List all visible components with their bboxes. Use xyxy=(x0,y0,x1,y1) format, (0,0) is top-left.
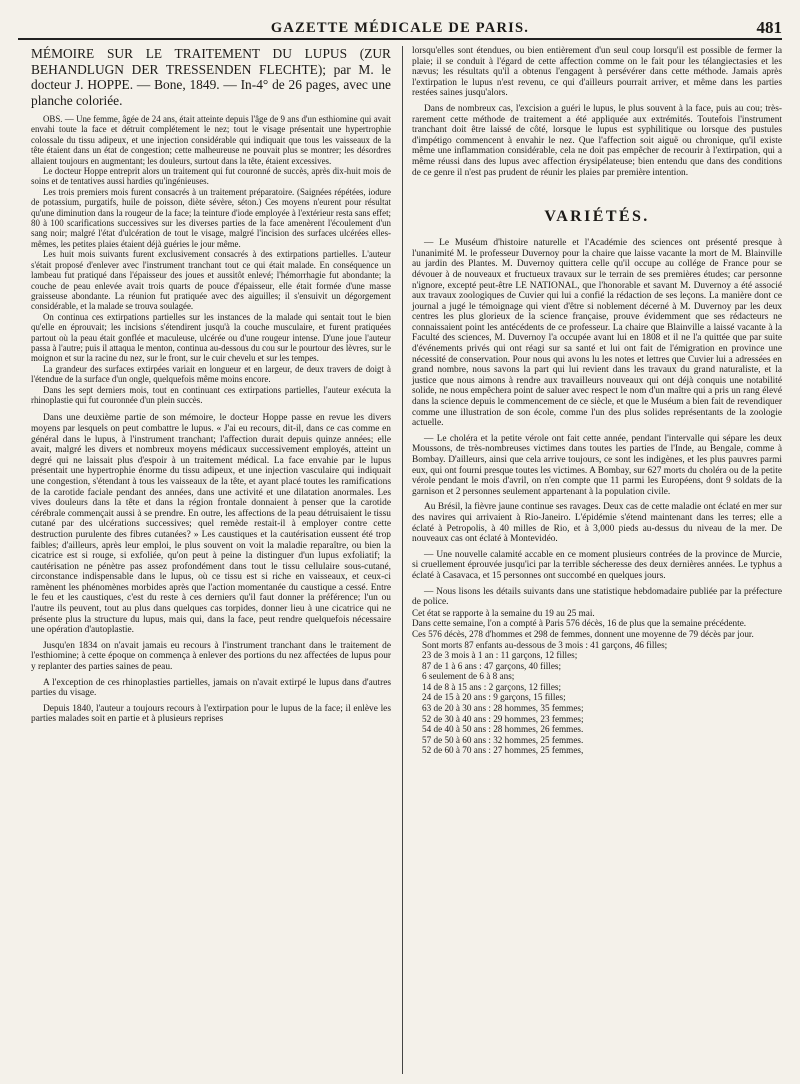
stats-row: 52 de 60 à 70 ans : 27 hommes, 25 femmes, xyxy=(422,745,584,756)
stats-row: 23 de 3 mois à 1 an : 11 garçons, 12 filles; xyxy=(422,650,578,661)
mortality-statistics xyxy=(412,608,782,756)
obs-paragraph: OBS. — Une femme, âgée de 24 ans, était atteinte depuis l'âge de 9 ans d'un esthiomine qui avait envahi toute la face et détruit complétement le nez; tout le visage présentait une hypertrophie colossale du tissu adipeux, et une injection considérable qui indiquait que tous les vaisseaux de la tête étaient dans un état de congestion; cette malheureuse ne pouvait plus se montrer; les désordres allaient toujours en augmentant; les douleurs, surtout dans la tête, étaient excessives. xyxy=(31,114,391,166)
masthead xyxy=(18,12,782,40)
obs-paragraph: La grandeur des surfaces extirpées variait en longueur et en largeur, de deux travers de doigt à l'étendue de la surface d'un ongle, quelquefois même moins encore. xyxy=(31,363,391,385)
stats-intro: Ces 576 décès, 278 d'hommes et 298 de femmes, donnent une moyenne de 79 décès par jour. xyxy=(412,628,754,639)
continuation-paragraph: lorsqu'elles sont étendues, ou bien entièrement d'un seul coup lorsqu'il est possible de fermer la plaie; il se conduit à l'égard de cette affection comme on le fait pour les télangiectasies et les nævus; les résultats qu'il a obtenus l'engagent à persévérer dans cette méthode. Jamais après l'extirpation le lupus n'est revenu, ce qui d'ailleurs pourrait arriver, et même dans les parties restées saines jusqu'alors. xyxy=(412,46,782,99)
stats-row: 63 de 20 à 30 ans : 28 hommes, 35 femmes; xyxy=(422,703,584,714)
news-paragraph: — Nous lisons les détails suivants dans une statistique hebdomadaire publiée par la préfecture de police. xyxy=(412,586,782,608)
obs-paragraph: Les trois premiers mois furent consacrés à un traitement préparatoire. (Saignées répétées, iodure de potassium, purgatifs, huile de poisson, diète sévère, séton.) Ces moyens n'eurent pour résultat qu'une diminution dans la rougeur de la face; la teinture d'iode employée à l'extérieur resta sans effet; 80 à 100 scarifications successives sur les diverses parties de la face amenèrent l'écoulement d'un sang noir; malgré l'état d'ulcération de tout le visage, malgré l'incision des surfaces ulcérées elles-mêmes, les petites plaies étaient déjà guéries le jour même. xyxy=(31,186,391,249)
news-paragraph: — Le Muséum d'histoire naturelle et l'Académie des sciences ont présenté presque à l'unanimité M. le professeur Duvernoy pour la chaire que laisse vacante la mort de M. Blainville au jardin des Plantes. M. Duvernoy quittera celle qu'il occupe au collége de France pour se dévouer à de nouveaux et fructueux travaux sur le terrain de ses premières études; car personne n'ignore, excepté peut-être LE NATIONAL, que l'honorable et savant M. Duvernoy a été associé aux travaux zoologiques de Cuvier qui lui a confié la rédaction de ses leçons. La manière dont ce journal a jugé le témoignage qui vient d'être si noblement décerné à M. Duvernoy par les deux centres les plus glorieux de la science française, prouve évidemment que ses rédacteurs ne connaissaient point les antécédents de ce professeur. La chaire que Blainville a laissé vacante à la Faculté des sciences, M. Duvernoy l'a occupée avant lui en 1808 et il ne l'a quittée que par suite d'événements privés qui ont réagi sur sa santé et lui ont fait de l'émigration en province une nécessité de conservation. Pour nous qui avons lu les notes et lettres que Cuvier lui a adressées en grand nombre, nous savons la part qui lui revient dans les travaux du grand naturaliste, et la justice que nous aimons à rendre aux travailleurs nouveaux qui ont déjà conquis une notabilité solide, ne nous empêchera point de saluer avec respect le nom d'un maître qui a pris un rang élevé dans la science depuis le commencement de ce siècle, et que le Muséum a bien fait de revendiquer comme une illustration de son école, comme l'un des plus solides représentants de la zoologie actuelle. xyxy=(412,238,782,429)
stats-row: 24 de 15 à 20 ans : 9 garçons, 15 filles; xyxy=(422,692,566,703)
section-title: VARIÉTÉS. xyxy=(544,208,650,226)
observation-block xyxy=(31,114,391,405)
right-column xyxy=(412,46,782,756)
body-paragraph: Depuis 1840, l'auteur a toujours recours à l'extirpation pour le lupus de la face; il enlève les parties malades soit en partie et à plusieurs reprises xyxy=(31,703,391,725)
body-paragraph: A l'exception de ces rhinoplasties partielles, jamais on n'avait extirpé le lupus dans d'autres parties du visage. xyxy=(31,677,391,699)
news-paragraph: — Une nouvelle calamité accable en ce moment plusieurs contrées de la province de Murcie, si cruellement éprouvée jusqu'ici par la terrible sécheresse des deux dernières années. Le typhus a éclaté à Casavaca, et 15 personnes ont succombé en quelques jours. xyxy=(412,549,782,581)
news-paragraph: — Le choléra et la petite vérole ont fait cette année, pendant l'intervalle qui sépare les deux Moussons, de très-nombreuses victimes dans toutes les parties de l'Inde, au Bengale, comme à Bombay. D'ailleurs, ainsi que cela arrive toujours, ce sont les indigènes, et les plus pauvres parmi eux, qui ont fourni presque toutes les victimes. A Bombay, sur 627 morts du choléra ou de la petite vérole pendant le mois d'avril, on n'en compte que 11 parmi les Européens, dont 9 soldats de la garnison et 2 personnes seulement appartenant à la population civile. xyxy=(412,433,782,497)
stats-intro: Dans cette semaine, l'on a compté à Paris 576 décès, 16 de plus que la semaine précédente. xyxy=(412,618,747,629)
stats-row: 57 de 50 à 60 ans : 32 hommes, 25 femmes. xyxy=(422,734,584,745)
stats-intro: Cet état se rapporte à la semaine du 19 au 25 mai. xyxy=(412,607,595,618)
continuation-paragraph: Dans de nombreux cas, l'excision a guéri le lupus, le plus souvent à la face, puis au cou; très-rarement cette méthode de traitement a été appliquée aux extrémités. Toutefois l'instrument tranchant doit être laissé de côté, lorsque le lupus est syphilitique ou lorsque des pustules d'impétigo commencent à envahir le nez. Que l'affection soit aiguë ou chronique, qu'il existe même une inflammation considérable, cela ne doit pas empêcher de recourir à l'extirpation, qui a même réussi dans des lupus avec affection érysipélateuse; bien entendu que dans des conditions de ce genre il n'est pas prudent de réunir les plaies par première intention. xyxy=(412,103,782,178)
header-rule xyxy=(18,38,782,40)
page-number: 481 xyxy=(756,18,782,37)
obs-paragraph: Dans les sept derniers mois, tout en continuant ces extirpations partielles, l'auteur exécuta la rhinoplastie qui fut couronnée d'un plein succès. xyxy=(31,384,391,405)
stats-row: 14 de 8 à 15 ans : 2 garçons, 12 filles; xyxy=(422,681,562,692)
column-divider xyxy=(402,46,403,1074)
stats-row: 6 seulement de 6 à 8 ans; xyxy=(422,671,515,682)
left-column xyxy=(31,46,391,725)
obs-paragraph: On continua ces extirpations partielles sur les instances de la malade qui sentait tout le bien qu'elle en éprouvait; les incisions s'étendirent jusqu'à la couche musculaire, et furent pratiquées partout où la peau était gonflée et maculeuse, ulcérée ou d'une rougeur intense. D'une joue l'auteur passa à l'autre; puis il attaqua le menton, continua au-dessous du cou sur le pourtour des lèvres, sur le moignon et sur la racine du nez, sur le front, sur le cuir chevelu et sur les tempes. xyxy=(31,311,391,364)
stats-row: 54 de 40 à 50 ans : 28 hommes, 26 femmes. xyxy=(422,724,584,735)
body-paragraph: Dans une deuxième partie de son mémoire, le docteur Hoppe passe en revue les divers moyens par lesquels on peut combattre le lupus. « J'ai eu recours, dit-il, dans ce cas comme en général dans le lupus, à l'instrument tranchant; l'affection durait depuis quinze années; elle avait, malgré les divers et nombreux moyens médicaux successivement employés, atteint un degré qui ne laissait plus d'espoir à un traitement médical. La face envahie par le lupus présentait une hypertrophie énorme du tissu adipeux, et une injection vasculaire qui indiquait une congestion, s'étendant à tous les vaisseaux de la tête, et ayant placé toutes les ramifications de la carotide faciale pendant des années, dans une activité et une dilatation anormales. Les vives douleurs dans la tête et dans la région frontale donnaient à penser que la carotide cérébrale commençait aussi à se prendre. En outre, les affections de la peau détruisaient le tissu cutané par des ulcérations successives; quel remède restait-il à employer contre cette destruction purulente des fibres cutanées? » Les caustiques et la cautérisation eussent été trop faibles; d'ailleurs, après leur emploi, le plus souvent on voit la maladie reparaître, ou bien la cicatrice est si rouge, si exfoliée, qu'on peut à peine la distinguer d'un lupus exfoliatif; la cautérisation ne pénètre pas assez profondément dans tout le tissu cellulaire sous-cutané, circonstance indispensable dans le lupus, où ce tissu est si riche en vaisseaux, et ceux-ci ramènent les phénomènes morbides après que l'action momentanée du caustique a cessé. Entre le feu et les caustiques, c'est du reste à ces derniers qu'il faut donner la préférence; l'un ou l'autre ils peuvent, tout au plus dans quelques cas torpides, donner lieu à une cicatrice qui ne présente plus la structure du lupus, mais qui, dans la face, peut rendre quelquefois nécessaire une opération d'autoplastie. xyxy=(31,413,391,636)
article-title: MÉMOIRE SUR LE TRAITEMENT DU LUPUS (ZUR BEHANDLUGN DER TRESSENDEN FLECHTE); par M. le docteur J. HOPPE. — Bone, 1849. — In-4° de 26 pages, avec une planche coloriée. xyxy=(31,46,391,108)
obs-paragraph: Le docteur Hoppe entreprit alors un traitement qui fut couronné de succès, après dix-huit mois de soins et de tentatives aussi hardies qu'ingénieuses. xyxy=(31,166,391,187)
body-paragraph: Jusqu'en 1834 on n'avait jamais eu recours à l'instrument tranchant dans le traitement de l'esthiomine; à cette époque on commença à enlever des portions du nez affectées de lupus pour y replanter des parties saines de peau. xyxy=(31,640,391,673)
stats-row: 87 de 1 à 6 ans : 47 garçons, 40 filles; xyxy=(422,660,562,671)
stats-row: 52 de 30 à 40 ans : 29 hommes, 23 femmes; xyxy=(422,713,584,724)
journal-title: GAZETTE MÉDICALE DE PARIS. xyxy=(270,20,530,36)
obs-paragraph: Les huit mois suivants furent exclusivement consacrés à des extirpations partielles. L'auteur s'était proposé d'enlever avec l'instrument tranchant tout ce qui était malade. En conséquence un lambeau fut pratiqué dans l'épaisseur des joues et aussitôt enlevé; l'hémorrhagie fut abondante; la couche de peau enlevée avait trois quarts de pouce d'épaisseur, elle était formée d'une masse graisseuse abondante. La réunion fut pratiquée avec des aiguilles; il s'ensuivit un dégorgement considérable, et la malade se trouva soulagée. xyxy=(31,249,391,312)
stats-row: Sont morts 87 enfants au-dessous de 3 mois : 41 garçons, 46 filles; xyxy=(422,639,668,650)
news-paragraph: Au Brésil, la fièvre jaune continue ses ravages. Deux cas de cette maladie ont éclaté en mer sur des navires qui arrivaient à Rio-Janeiro. L'épidémie s'étend maintenant dans les terres; elle a éclaté à Petropolis, à 40 milles de Rio, et à 3,000 pieds au-dessus du niveau de la mer. De nouveaux cas ont éclaté à Montevidéo. xyxy=(412,502,782,545)
